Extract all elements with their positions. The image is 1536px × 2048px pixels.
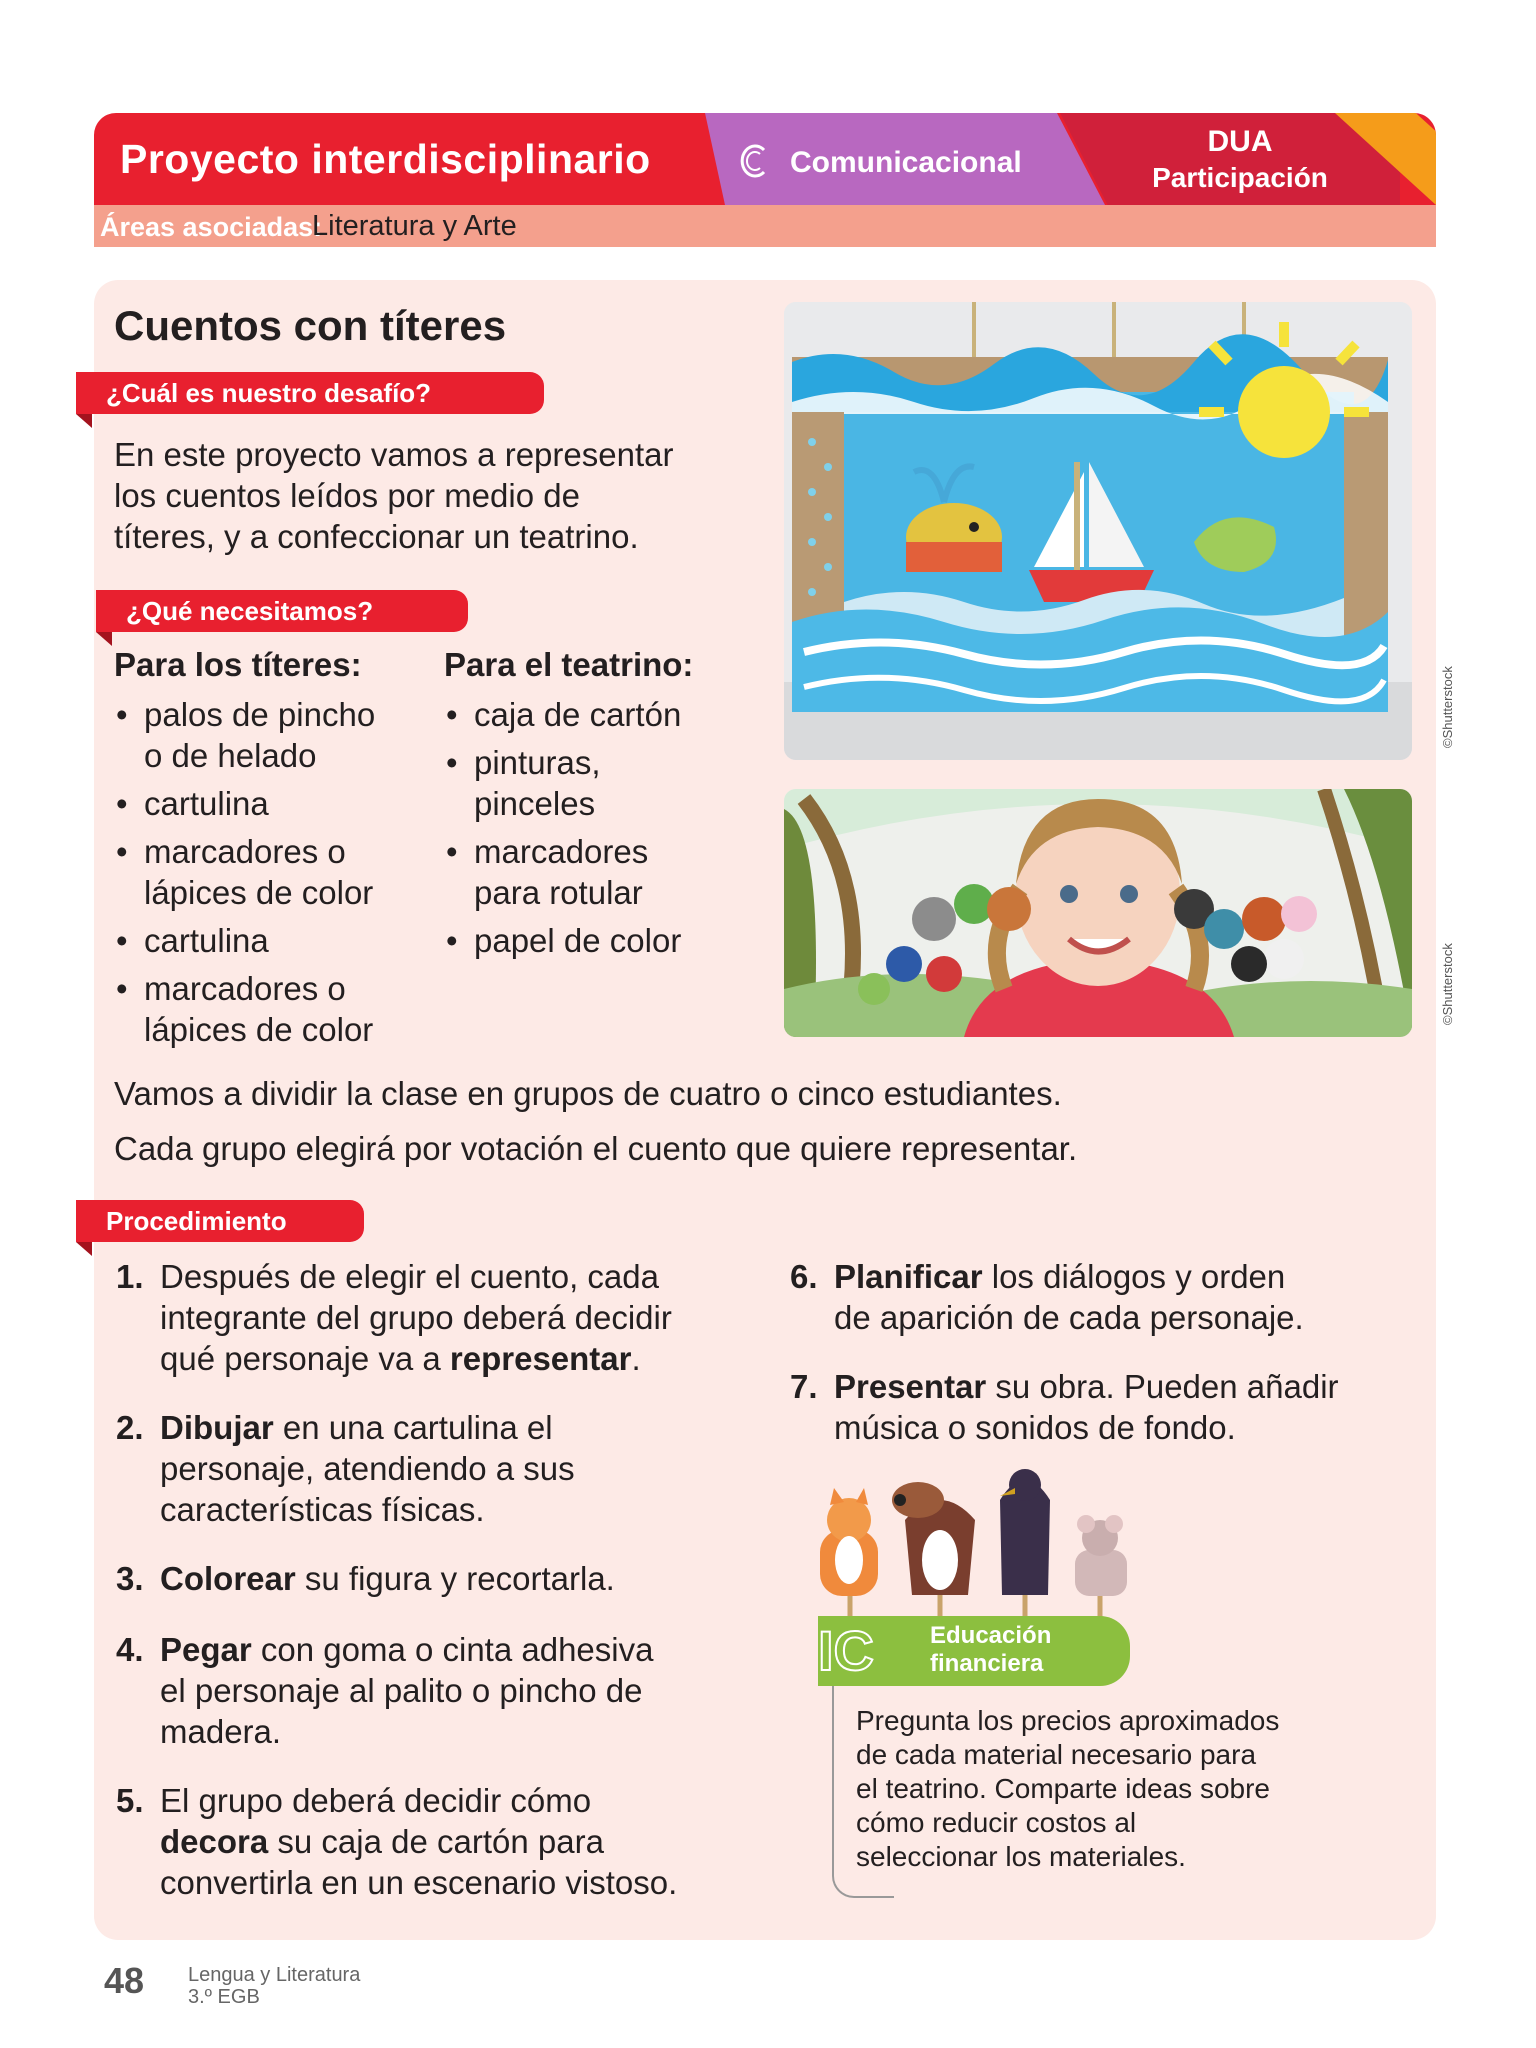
communication-icon (738, 142, 770, 180)
financial-education-text: Pregunta los precios aproximados de cada material necesario para el teatrino. Comparte ideas sobre cómo reducir costos al seleccionar los materiales. (856, 1705, 1280, 1872)
photo-credit: ©Shutterstock (1440, 666, 1455, 748)
groups-line-1: Vamos a dividir la clase en grupos de cuatro o cinco estudiantes. (114, 1075, 1062, 1112)
page-title: Cuentos con títeres (114, 302, 507, 349)
procedure-step-6: 6. Planificar los diálogos y orden de aparición de cada personaje. (790, 1258, 1304, 1336)
axis-label: Comunicacional (790, 146, 1022, 179)
financial-education-title: Educación financiera (930, 1622, 1052, 1677)
challenge-line-1: En este proyecto vamos a representar (114, 436, 674, 473)
puppet-material: • palos de pincho o de helado (116, 696, 376, 774)
footer-subject: Lengua y Literatura 3.º EGB (188, 1964, 361, 2008)
tab-fold (96, 632, 112, 646)
needs-tab: ¿Qué necesitamos? (96, 590, 468, 632)
theater-material: • marcadores para rotular (446, 833, 649, 911)
procedure-tab: Procedimiento (76, 1200, 364, 1242)
procedure-step-4: 4. Pegar con goma o cinta adhesiva el personaje al palito o pincho de madera. (116, 1631, 654, 1750)
procedure-step-5: 5. El grupo deberá decidir cómo decora su caja de cartón para convertirla en un escenario vistoso. (116, 1782, 678, 1901)
challenge-line-2: los cuentos leídos por medio de (114, 477, 580, 514)
girl-illustration (784, 789, 1412, 1037)
procedure-step-3: 3. Colorear su figura y recortarla. (116, 1560, 615, 1597)
puppet-material: • cartulina (116, 785, 269, 822)
theater-photo (784, 302, 1412, 760)
theater-material: • caja de cartón (446, 696, 682, 733)
theater-material: • papel de color (446, 922, 682, 959)
challenge-tab: ¿Cuál es nuestro desafío? (76, 372, 544, 414)
puppet-material: • cartulina (116, 922, 269, 959)
animal-puppets-illustration (800, 1460, 1160, 1630)
areas-label: Áreas asociadas: (100, 212, 323, 242)
areas-value: Literatura y Arte (312, 210, 517, 242)
challenge-line-3: títeres, y a confeccionar un teatrino. (114, 518, 639, 555)
puppet-material: • marcadores o lápices de color (116, 970, 374, 1048)
procedure-step-2: 2. Dibujar en una cartulina el personaje, atendiendo a sus características físicas. (116, 1409, 575, 1528)
puppet-material: • marcadores o lápices de color (116, 833, 374, 911)
girl-photo (784, 789, 1412, 1037)
tab-fold (76, 1242, 92, 1256)
dua-sub-label: Participación (1152, 162, 1328, 193)
puppets-heading: Para los títeres: (114, 646, 362, 683)
photo-credit: ©Shutterstock (1440, 943, 1455, 1025)
dua-label: DUA (1207, 125, 1273, 158)
theater-illustration (784, 302, 1412, 760)
theater-material: • pinturas, pinceles (446, 744, 601, 822)
page-number: 48 (104, 1960, 145, 2001)
procedure-step-1: 1. Después de elegir el cuento, cada integrante del grupo deberá decidir qué personaje va a representar. (116, 1258, 672, 1377)
ic-badge: IC (818, 1619, 874, 1682)
procedure-step-7: 7. Presentar su obra. Pueden añadir música o sonidos de fondo. (790, 1368, 1339, 1446)
tab-fold (76, 414, 92, 428)
theater-heading: Para el teatrino: (444, 646, 694, 683)
groups-line-2: Cada grupo elegirá por votación el cuento que quiere representar. (114, 1130, 1078, 1167)
project-title: Proyecto interdisciplinario (120, 136, 651, 182)
